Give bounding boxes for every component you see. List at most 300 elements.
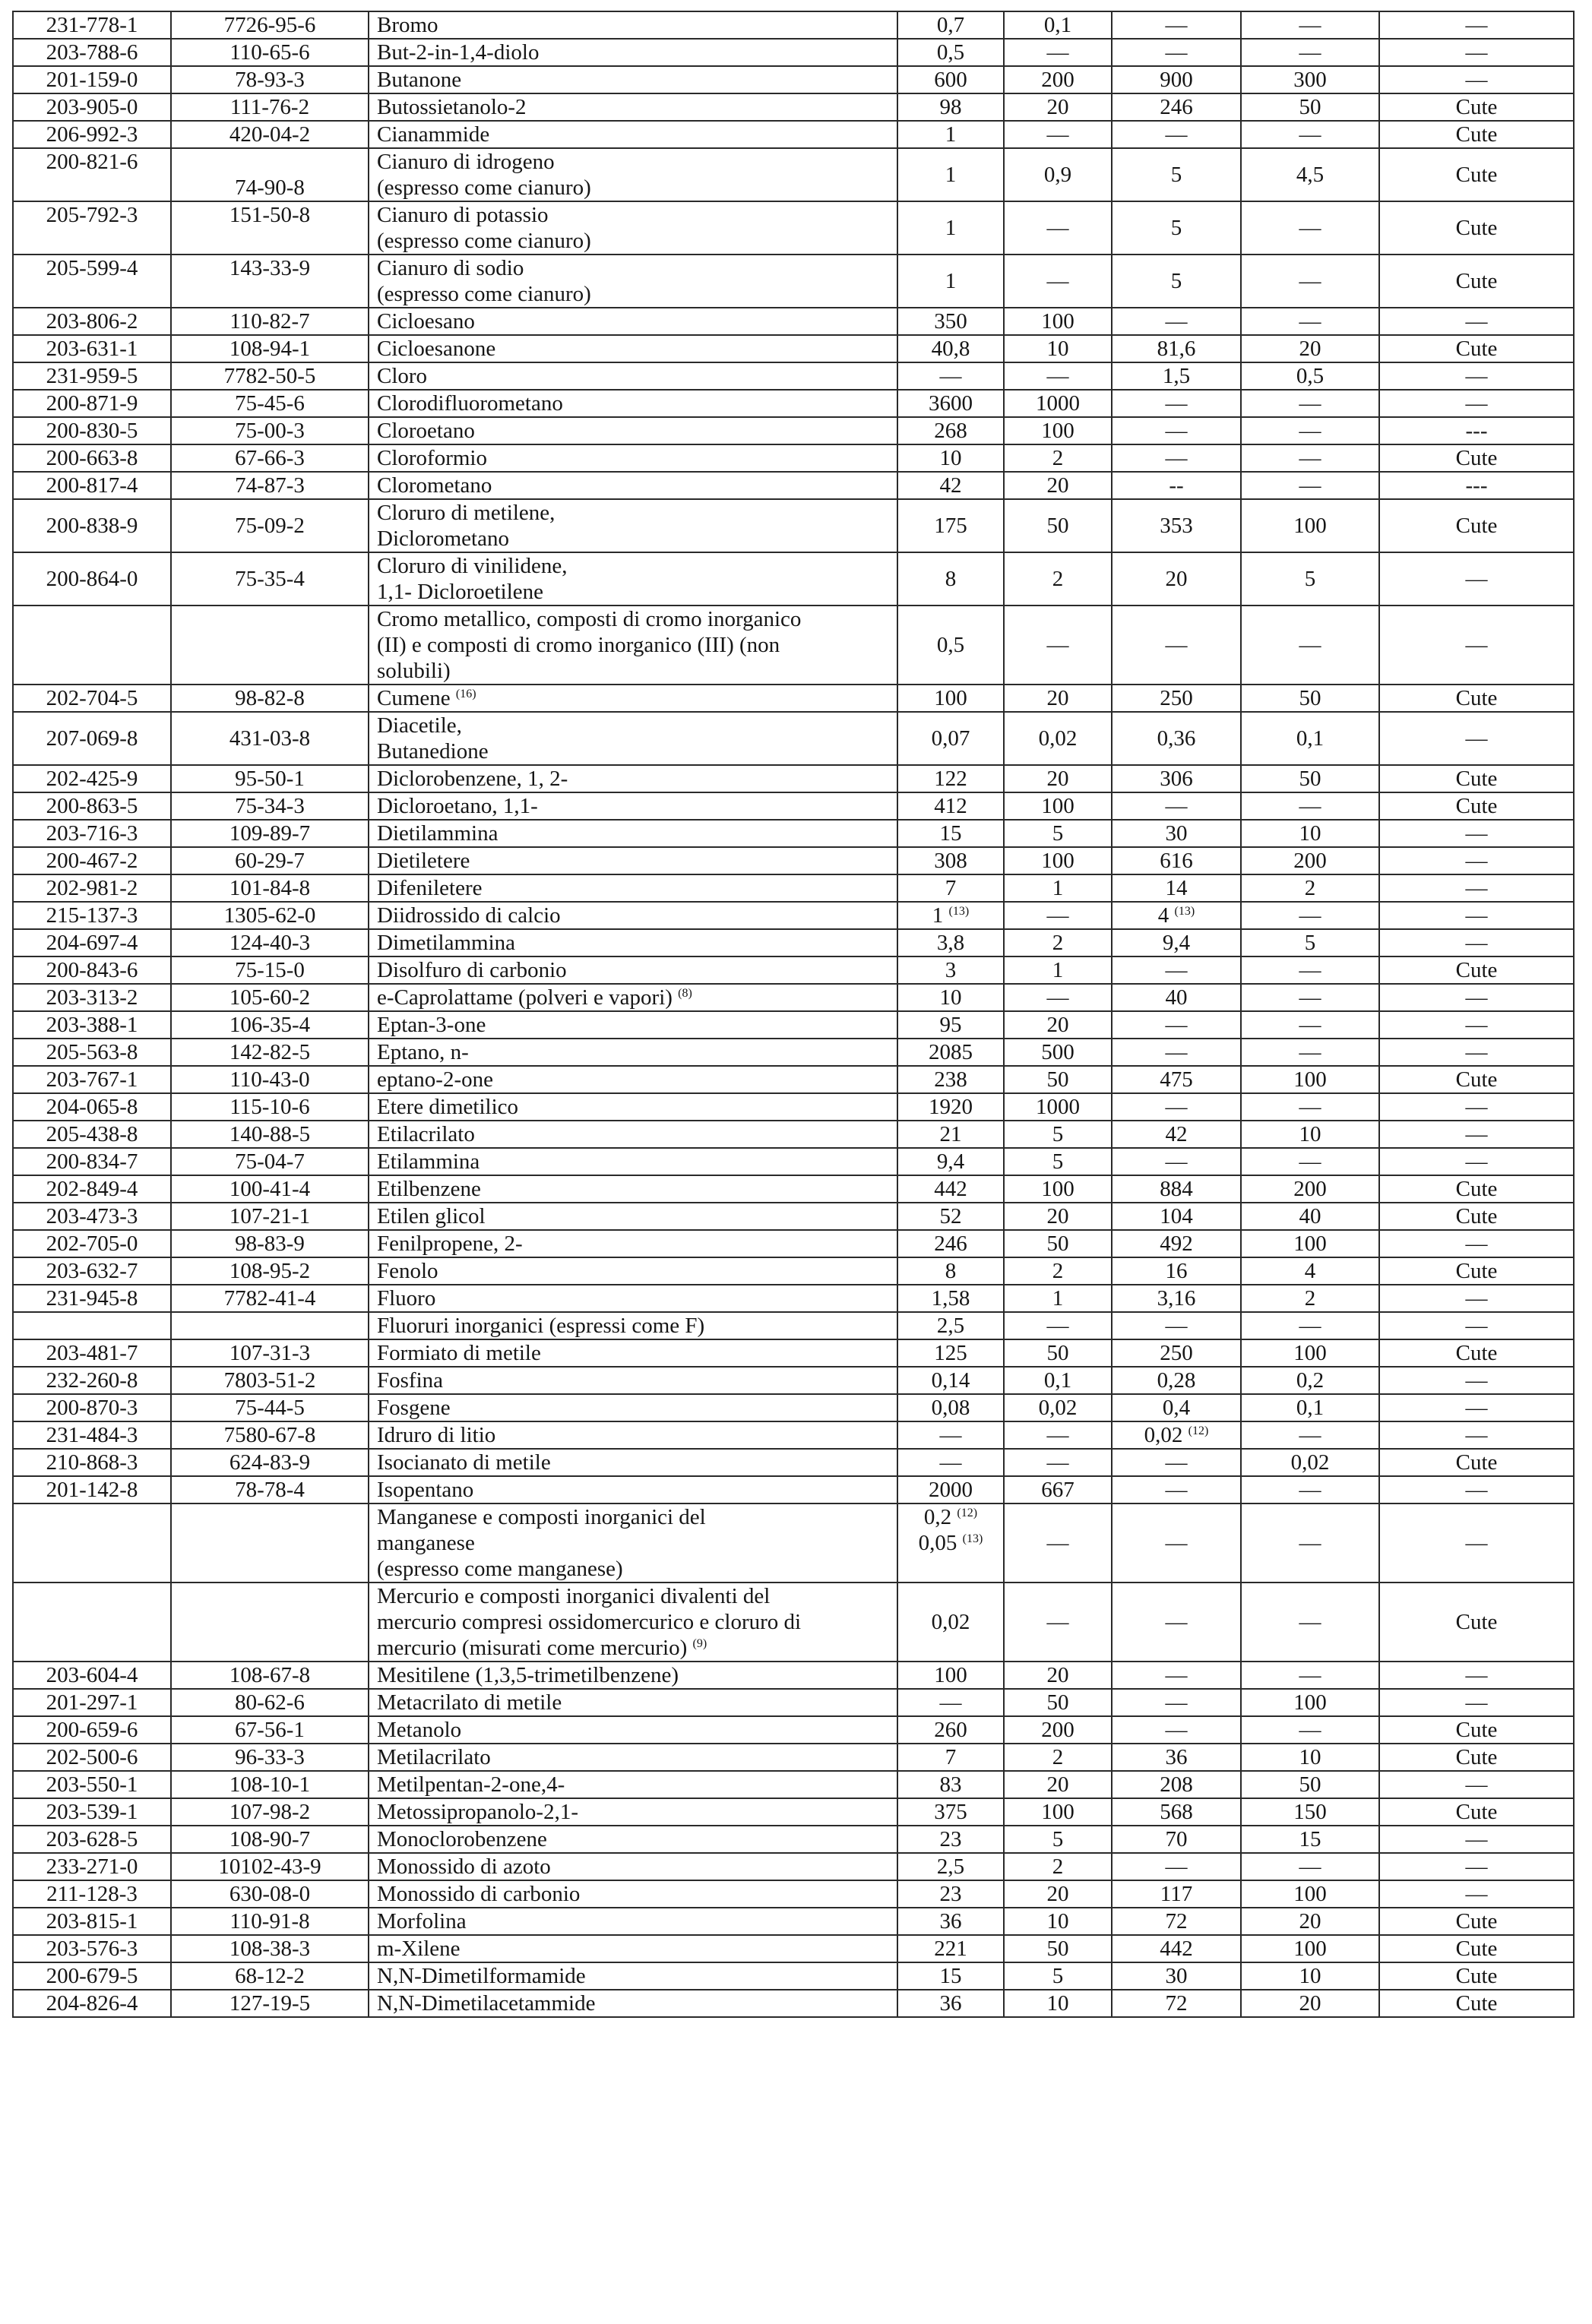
value-cell-1 bbox=[897, 847, 1004, 874]
value-cell-1 bbox=[897, 417, 1004, 444]
cas-number: 7803-51-2 bbox=[223, 1368, 316, 1393]
note-value: Cute bbox=[1455, 269, 1498, 293]
cas-number-cell bbox=[171, 1148, 369, 1175]
value-3: 36 bbox=[1165, 1745, 1188, 1769]
substance-name-line: (espresso come cianuro) bbox=[377, 282, 591, 306]
ec-number-cell bbox=[13, 929, 171, 956]
ec-number: 200-863-5 bbox=[46, 794, 138, 818]
value-cell-2 bbox=[1004, 255, 1112, 308]
table-row bbox=[13, 1203, 1574, 1230]
value-cell-1 bbox=[897, 121, 1004, 148]
substance-name-cell bbox=[369, 1583, 897, 1662]
value-cell-1 bbox=[897, 792, 1004, 820]
note-value: Cute bbox=[1455, 1964, 1498, 1988]
value-1: 268 bbox=[934, 419, 967, 443]
cas-number: 75-04-7 bbox=[235, 1149, 305, 1174]
value-4: 50 bbox=[1299, 767, 1321, 791]
value-cell-4 bbox=[1241, 712, 1379, 765]
note-cell bbox=[1379, 984, 1574, 1011]
cas-number-cell bbox=[171, 956, 369, 984]
note-value: — bbox=[1465, 821, 1488, 846]
substance-name-line: Morfolina bbox=[377, 1909, 467, 1934]
value-2: 200 bbox=[1041, 1718, 1075, 1742]
value-cell-3 bbox=[1112, 1771, 1241, 1798]
value-cell-1 bbox=[897, 1689, 1004, 1716]
cas-number: 140-88-5 bbox=[229, 1122, 311, 1146]
value-1: 21 bbox=[939, 1122, 962, 1146]
cas-number: 110-65-6 bbox=[229, 40, 310, 65]
ec-number-cell bbox=[13, 1908, 171, 1935]
note-value: --- bbox=[1465, 473, 1488, 498]
ec-number-cell bbox=[13, 1503, 171, 1583]
value-cell-4 bbox=[1241, 1935, 1379, 1962]
ec-number: 203-576-3 bbox=[46, 1937, 138, 1961]
ec-number-cell bbox=[13, 1853, 171, 1880]
value-3: -- bbox=[1169, 473, 1184, 498]
ec-number-cell bbox=[13, 1203, 171, 1230]
value-cell-2 bbox=[1004, 1689, 1112, 1716]
value-1: 9,4 bbox=[936, 1149, 965, 1174]
value-1: 0,5 bbox=[936, 40, 965, 65]
note-value: Cute bbox=[1455, 794, 1498, 818]
substance-name-line: m-Xilene bbox=[377, 1937, 461, 1961]
table-row bbox=[13, 417, 1574, 444]
footnote-ref: (13) bbox=[948, 905, 970, 918]
value-cell-4 bbox=[1241, 1011, 1379, 1039]
value-cell-2 bbox=[1004, 1257, 1112, 1285]
value-1: 442 bbox=[934, 1177, 967, 1201]
table-row bbox=[13, 1449, 1574, 1476]
substance-name-line: Diacetile, bbox=[377, 713, 462, 738]
ec-number-cell bbox=[13, 874, 171, 902]
value-cell-3 bbox=[1112, 472, 1241, 499]
value-2: 20 bbox=[1046, 1663, 1069, 1687]
cas-number-cell bbox=[171, 1066, 369, 1093]
substance-name-cell bbox=[369, 1503, 897, 1583]
footnote-ref: (12) bbox=[957, 1507, 978, 1519]
substance-name-line: Cloruro di metilene, bbox=[377, 501, 555, 525]
note-cell bbox=[1379, 1011, 1574, 1039]
value-cell-2 bbox=[1004, 1662, 1112, 1689]
note-value: — bbox=[1465, 985, 1488, 1010]
value-cell-3 bbox=[1112, 1826, 1241, 1853]
substance-name-line: Metanolo bbox=[377, 1718, 462, 1742]
value-2: 100 bbox=[1041, 794, 1075, 818]
value-cell-4 bbox=[1241, 1394, 1379, 1421]
table-row bbox=[13, 929, 1574, 956]
value-1: 1,58 bbox=[931, 1286, 970, 1311]
value-1: 23 bbox=[939, 1882, 962, 1906]
note-cell bbox=[1379, 1476, 1574, 1503]
note-cell bbox=[1379, 1798, 1574, 1826]
substance-name-cell bbox=[369, 121, 897, 148]
value-cell-3 bbox=[1112, 499, 1241, 552]
table-row bbox=[13, 1285, 1574, 1312]
note-value: Cute bbox=[1455, 1341, 1498, 1365]
cas-number: 95-50-1 bbox=[235, 767, 305, 791]
value-cell-3 bbox=[1112, 902, 1241, 929]
cas-number: 110-82-7 bbox=[229, 309, 310, 334]
value-3: 0,36 bbox=[1157, 726, 1196, 751]
value-cell-1 bbox=[897, 1744, 1004, 1771]
value-4: — bbox=[1299, 633, 1321, 657]
value-4: 100 bbox=[1293, 1937, 1327, 1961]
cas-number-cell bbox=[171, 1203, 369, 1230]
table-row bbox=[13, 1011, 1574, 1039]
note-value: Cute bbox=[1455, 1745, 1498, 1769]
value-4: — bbox=[1299, 1013, 1321, 1037]
substance-name-line: Cicloesanone bbox=[377, 337, 496, 361]
value-cell-2 bbox=[1004, 39, 1112, 66]
substance-name-cell bbox=[369, 1312, 897, 1339]
value-3: 250 bbox=[1160, 686, 1193, 710]
ec-number: 200-838-9 bbox=[46, 514, 138, 538]
value-4: — bbox=[1299, 1314, 1321, 1338]
value-4: 200 bbox=[1293, 1177, 1327, 1201]
value-2: 20 bbox=[1046, 1013, 1069, 1037]
value-cell-2 bbox=[1004, 472, 1112, 499]
value-cell-4 bbox=[1241, 1367, 1379, 1394]
value-3: — bbox=[1165, 122, 1188, 147]
note-cell bbox=[1379, 902, 1574, 929]
note-cell bbox=[1379, 1744, 1574, 1771]
value-cell-3 bbox=[1112, 984, 1241, 1011]
note-value: Cute bbox=[1455, 1909, 1498, 1934]
value-cell-2 bbox=[1004, 1148, 1112, 1175]
value-2: 50 bbox=[1046, 1341, 1069, 1365]
substance-name-cell bbox=[369, 1367, 897, 1394]
value-cell-3 bbox=[1112, 362, 1241, 390]
cas-number: 75-00-3 bbox=[235, 419, 305, 443]
cas-number: 7726-95-6 bbox=[223, 13, 316, 37]
value-2: 5 bbox=[1052, 1122, 1064, 1146]
value-4: 100 bbox=[1293, 1341, 1327, 1365]
note-value: Cute bbox=[1455, 1800, 1498, 1824]
table-row bbox=[13, 1662, 1574, 1689]
cas-number-cell bbox=[171, 712, 369, 765]
value-cell-4 bbox=[1241, 499, 1379, 552]
note-cell bbox=[1379, 1367, 1574, 1394]
value-4: — bbox=[1299, 473, 1321, 498]
value-cell-4 bbox=[1241, 93, 1379, 121]
value-3: — bbox=[1165, 13, 1188, 37]
value-cell-2 bbox=[1004, 1826, 1112, 1853]
substance-name-line: Cianuro di sodio bbox=[377, 256, 524, 280]
substance-name-cell bbox=[369, 1285, 897, 1312]
value-1: 260 bbox=[934, 1718, 967, 1742]
value-2: — bbox=[1046, 985, 1069, 1010]
substance-name-cell bbox=[369, 820, 897, 847]
table-row bbox=[13, 765, 1574, 792]
cas-number-cell bbox=[171, 444, 369, 472]
ec-number: 231-778-1 bbox=[46, 13, 138, 37]
value-4: — bbox=[1299, 419, 1321, 443]
note-cell bbox=[1379, 552, 1574, 606]
ec-number-cell bbox=[13, 1257, 171, 1285]
value-cell-4 bbox=[1241, 1175, 1379, 1203]
substance-name-cell bbox=[369, 472, 897, 499]
value-cell-1 bbox=[897, 606, 1004, 685]
cas-number: 107-98-2 bbox=[229, 1800, 311, 1824]
value-1: 2000 bbox=[929, 1478, 973, 1502]
ec-number-cell bbox=[13, 66, 171, 93]
value-cell-4 bbox=[1241, 1826, 1379, 1853]
value-3: 117 bbox=[1160, 1882, 1193, 1906]
note-value: — bbox=[1465, 1368, 1488, 1393]
value-4: 5 bbox=[1304, 931, 1316, 955]
note-value: — bbox=[1465, 1149, 1488, 1174]
substance-name-cell bbox=[369, 499, 897, 552]
ec-number: 203-481-7 bbox=[46, 1341, 138, 1365]
ec-number: 200-679-5 bbox=[46, 1964, 138, 1988]
note-value: Cute bbox=[1455, 1718, 1498, 1742]
value-3: 616 bbox=[1160, 849, 1193, 873]
value-4: 100 bbox=[1293, 1067, 1327, 1092]
note-cell bbox=[1379, 1880, 1574, 1908]
value-3: — bbox=[1165, 1314, 1188, 1338]
value-4: — bbox=[1299, 122, 1321, 147]
substance-name-line: Cromo metallico, composti di cromo inorganico bbox=[377, 607, 802, 631]
value-2: 5 bbox=[1052, 1149, 1064, 1174]
value-cell-2 bbox=[1004, 1771, 1112, 1798]
table-row bbox=[13, 606, 1574, 685]
value-cell-1 bbox=[897, 255, 1004, 308]
value-cell-2 bbox=[1004, 1744, 1112, 1771]
ec-number: 202-705-0 bbox=[46, 1232, 138, 1256]
value-3: 42 bbox=[1165, 1122, 1188, 1146]
note-value: Cute bbox=[1455, 1067, 1498, 1092]
value-cell-4 bbox=[1241, 902, 1379, 929]
ec-number-cell bbox=[13, 820, 171, 847]
value-1: — bbox=[939, 1690, 962, 1715]
value-cell-2 bbox=[1004, 606, 1112, 685]
substance-name-cell bbox=[369, 765, 897, 792]
note-value: — bbox=[1465, 13, 1488, 37]
note-value: — bbox=[1465, 1122, 1488, 1146]
substance-name-line: Etilacrilato bbox=[377, 1122, 475, 1146]
cas-number-cell bbox=[171, 1503, 369, 1583]
note-cell bbox=[1379, 1394, 1574, 1421]
table-row bbox=[13, 1121, 1574, 1148]
value-cell-1 bbox=[897, 552, 1004, 606]
value-cell-1 bbox=[897, 93, 1004, 121]
substance-name-line: Monossido di carbonio bbox=[377, 1882, 581, 1906]
ec-number-cell bbox=[13, 335, 171, 362]
value-2: 5 bbox=[1052, 821, 1064, 846]
substance-name-line: Diclorobenzene, 1, 2- bbox=[377, 767, 568, 791]
ec-number-cell bbox=[13, 685, 171, 712]
substance-name-line: Cloruro di vinilidene, bbox=[377, 554, 568, 578]
table-row bbox=[13, 1503, 1574, 1583]
note-cell bbox=[1379, 956, 1574, 984]
value-2: 1 bbox=[1052, 876, 1064, 900]
table-row bbox=[13, 1880, 1574, 1908]
cas-number: 110-91-8 bbox=[229, 1909, 310, 1934]
cas-number-cell bbox=[171, 1421, 369, 1449]
note-cell bbox=[1379, 1771, 1574, 1798]
note-cell bbox=[1379, 1449, 1574, 1476]
cas-number: 109-89-7 bbox=[229, 821, 311, 846]
value-cell-3 bbox=[1112, 1367, 1241, 1394]
value-cell-1 bbox=[897, 1853, 1004, 1880]
value-2: 200 bbox=[1041, 68, 1075, 92]
cas-number-cell bbox=[171, 984, 369, 1011]
value-cell-4 bbox=[1241, 1990, 1379, 2017]
cas-number-cell bbox=[171, 765, 369, 792]
value-1: 125 bbox=[934, 1341, 967, 1365]
ec-number: 210-868-3 bbox=[46, 1450, 138, 1475]
ec-number: 200-834-7 bbox=[46, 1149, 138, 1174]
value-cell-4 bbox=[1241, 1771, 1379, 1798]
cas-number: 420-04-2 bbox=[229, 122, 311, 147]
value-3: — bbox=[1165, 391, 1188, 416]
cas-number: 60-29-7 bbox=[235, 849, 305, 873]
value-cell-4 bbox=[1241, 685, 1379, 712]
substance-name-cell bbox=[369, 1716, 897, 1744]
cas-number-cell bbox=[171, 1394, 369, 1421]
value-cell-4 bbox=[1241, 390, 1379, 417]
value-cell-4 bbox=[1241, 1962, 1379, 1990]
footnote-ref: (12) bbox=[1188, 1424, 1209, 1437]
substance-name-line: (espresso come cianuro) bbox=[377, 229, 591, 253]
note-cell bbox=[1379, 1066, 1574, 1093]
table-row bbox=[13, 1066, 1574, 1093]
value-cell-2 bbox=[1004, 1421, 1112, 1449]
value-cell-3 bbox=[1112, 1476, 1241, 1503]
value-cell-4 bbox=[1241, 1503, 1379, 1583]
value-cell-4 bbox=[1241, 1744, 1379, 1771]
value-cell-1 bbox=[897, 1011, 1004, 1039]
value-cell-4 bbox=[1241, 121, 1379, 148]
value-cell-1 bbox=[897, 1230, 1004, 1257]
ec-number: 204-826-4 bbox=[46, 1991, 138, 2016]
table-row bbox=[13, 1421, 1574, 1449]
substance-name-line: Manganese e composti inorganici del bbox=[377, 1505, 706, 1529]
note-cell bbox=[1379, 1257, 1574, 1285]
value-1: 246 bbox=[934, 1232, 967, 1256]
substance-name-line: mercurio compresi ossidomercurico e cloruro di bbox=[377, 1610, 802, 1634]
substance-name-line: Cloroformio bbox=[377, 446, 487, 470]
value-cell-3 bbox=[1112, 712, 1241, 765]
note-cell bbox=[1379, 1148, 1574, 1175]
substance-name-cell bbox=[369, 1962, 897, 1990]
value-2: 2 bbox=[1052, 1745, 1064, 1769]
value-3: — bbox=[1165, 794, 1188, 818]
value-cell-3 bbox=[1112, 1689, 1241, 1716]
value-cell-1 bbox=[897, 902, 1004, 929]
cas-number: 110-43-0 bbox=[229, 1067, 310, 1092]
value-cell-1 bbox=[897, 1394, 1004, 1421]
value-cell-3 bbox=[1112, 1935, 1241, 1962]
footnote-ref: (8) bbox=[678, 987, 692, 1000]
value-cell-2 bbox=[1004, 1716, 1112, 1744]
ec-number-cell bbox=[13, 444, 171, 472]
value-3: — bbox=[1165, 958, 1188, 982]
table-row bbox=[13, 1339, 1574, 1367]
substance-name-cell bbox=[369, 255, 897, 308]
value-4: — bbox=[1299, 269, 1321, 293]
cas-number-cell bbox=[171, 1662, 369, 1689]
value-1: 1 bbox=[945, 122, 957, 147]
value-cell-2 bbox=[1004, 847, 1112, 874]
cas-number-cell bbox=[171, 685, 369, 712]
ec-number-cell bbox=[13, 847, 171, 874]
value-2: 1 bbox=[1052, 958, 1064, 982]
note-value: — bbox=[1465, 1663, 1488, 1687]
value-3: 30 bbox=[1165, 821, 1188, 846]
ec-number-cell bbox=[13, 148, 171, 201]
value-3: — bbox=[1165, 1663, 1188, 1687]
value-cell-3 bbox=[1112, 1312, 1241, 1339]
ec-number-cell bbox=[13, 1962, 171, 1990]
substance-name-cell bbox=[369, 1744, 897, 1771]
ec-number-cell bbox=[13, 1662, 171, 1689]
value-cell-3 bbox=[1112, 1121, 1241, 1148]
substance-name-line: Butanedione bbox=[377, 739, 489, 764]
cas-number: 124-40-3 bbox=[229, 931, 311, 955]
cas-number-cell bbox=[171, 820, 369, 847]
ec-number-cell bbox=[13, 201, 171, 255]
substance-name-line: Etilbenzene bbox=[377, 1177, 481, 1201]
value-1: 42 bbox=[939, 473, 962, 498]
note-value: — bbox=[1465, 1314, 1488, 1338]
note-value: Cute bbox=[1455, 1259, 1498, 1283]
ec-number: 201-159-0 bbox=[46, 68, 138, 92]
value-cell-1 bbox=[897, 1039, 1004, 1066]
value-cell-4 bbox=[1241, 39, 1379, 66]
value-cell-4 bbox=[1241, 472, 1379, 499]
value-2: — bbox=[1046, 1450, 1069, 1475]
substance-name-cell bbox=[369, 390, 897, 417]
value-3: 884 bbox=[1160, 1177, 1193, 1201]
cas-number-cell bbox=[171, 390, 369, 417]
value-cell-2 bbox=[1004, 390, 1112, 417]
cas-number: 108-38-3 bbox=[229, 1937, 311, 1961]
table-row bbox=[13, 1312, 1574, 1339]
cas-number-cell bbox=[171, 902, 369, 929]
value-2: 100 bbox=[1041, 309, 1075, 334]
value-2: — bbox=[1046, 903, 1069, 928]
value-cell-2 bbox=[1004, 1990, 1112, 2017]
ec-number: 202-704-5 bbox=[46, 686, 138, 710]
ec-number-cell bbox=[13, 902, 171, 929]
value-1: 23 bbox=[939, 1827, 962, 1851]
ec-number-cell bbox=[13, 308, 171, 335]
value-2: 1000 bbox=[1036, 1095, 1080, 1119]
note-value: Cute bbox=[1455, 216, 1498, 240]
table-row bbox=[13, 66, 1574, 93]
ec-number: 203-550-1 bbox=[46, 1772, 138, 1797]
value-cell-3 bbox=[1112, 1339, 1241, 1367]
substance-name-cell bbox=[369, 1093, 897, 1121]
value-cell-1 bbox=[897, 1908, 1004, 1935]
note-cell bbox=[1379, 499, 1574, 552]
substance-name-cell bbox=[369, 1476, 897, 1503]
table-row bbox=[13, 1175, 1574, 1203]
ec-number-cell bbox=[13, 1339, 171, 1367]
value-2: 0,1 bbox=[1043, 13, 1072, 37]
value-cell-1 bbox=[897, 308, 1004, 335]
cas-number-cell bbox=[171, 1908, 369, 1935]
note-cell bbox=[1379, 1962, 1574, 1990]
substance-name-line: Disolfuro di carbonio bbox=[377, 958, 567, 982]
ec-number: 231-959-5 bbox=[46, 364, 138, 388]
value-4: 2 bbox=[1304, 876, 1316, 900]
ec-number-cell bbox=[13, 552, 171, 606]
value-cell-3 bbox=[1112, 1583, 1241, 1662]
value-cell-3 bbox=[1112, 1148, 1241, 1175]
note-cell bbox=[1379, 1853, 1574, 1880]
